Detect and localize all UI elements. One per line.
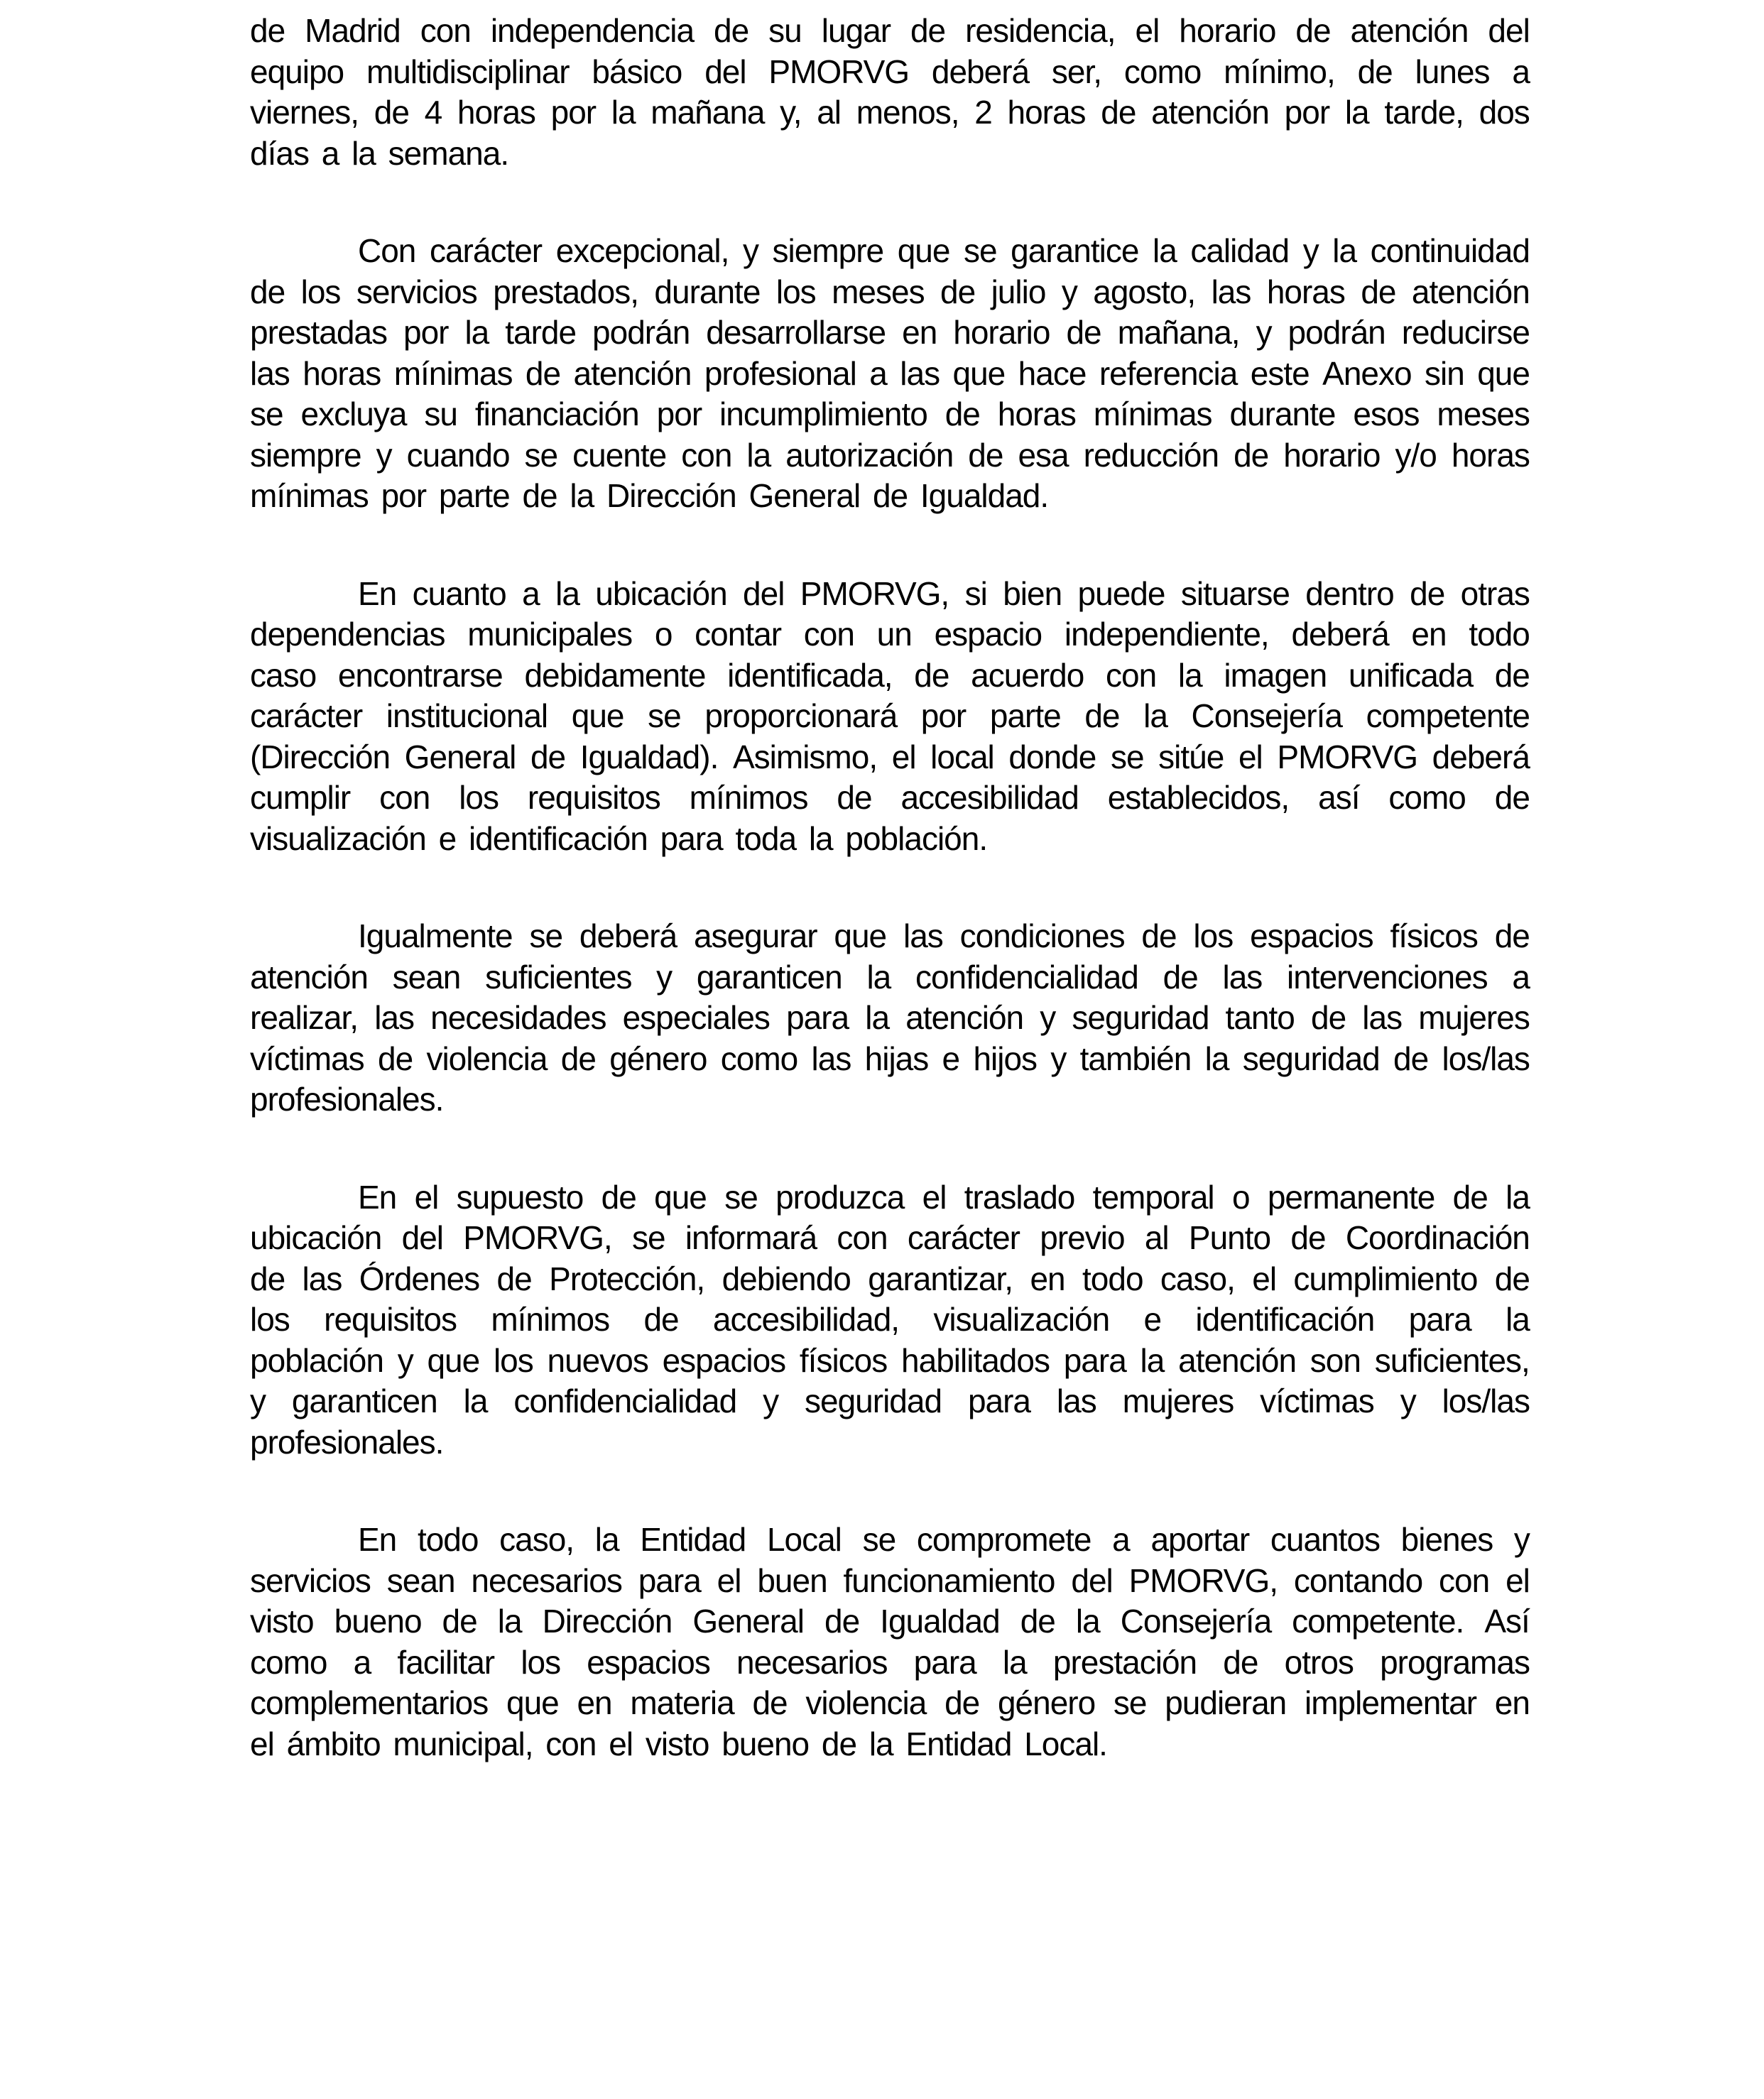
- text-line: profesionales.: [250, 1081, 444, 1118]
- text-line: las horas mínimas de atención profesional a las que hace referencia este Anexo sin que: [250, 354, 1530, 392]
- paragraph-4: [250, 916, 1530, 1121]
- text-line: viernes, de 4 horas por la mañana y, al menos, 2 horas de atención por la tarde, dos: [250, 94, 1530, 131]
- text-line: (Dirección General de Igualdad). Asimismo, el local donde se sitúe el PMORVG deberá: [250, 738, 1530, 775]
- text-line: visualización e identificación para toda la población.: [250, 819, 988, 857]
- text-line: se excluya su financiación por incumplimiento de horas mínimas durante esos meses: [250, 396, 1530, 432]
- text-line: realizar, las necesidades especiales para la atención y seguridad tanto de las mujeres: [250, 999, 1530, 1036]
- paragraph-5: [250, 1177, 1530, 1463]
- text-line: días a la semana.: [250, 134, 509, 172]
- text-line: los requisitos mínimos de accesibilidad, visualización e identificación para la: [250, 1301, 1530, 1338]
- text-line: el ámbito municipal, con el visto bueno de la Entidad Local.: [250, 1725, 1107, 1762]
- text-line: prestadas por la tarde podrán desarrollarse en horario de mañana, y podrán reducirse: [250, 314, 1530, 351]
- text-line: dependencias municipales o contar con un espacio independiente, deberá en todo: [250, 616, 1530, 653]
- text-line: de los servicios prestados, durante los meses de julio y agosto, las horas de atención: [250, 273, 1530, 310]
- text-line: población y que los nuevos espacios físicos habilitados para la atención son suficientes,: [250, 1341, 1530, 1379]
- text-line: visto bueno de la Dirección General de Igualdad de la Consejería competente. Así: [250, 1603, 1530, 1640]
- text-line: caso encontrarse debidamente identificada, de acuerdo con la imagen unificada de: [250, 656, 1530, 694]
- text-line: En cuanto a la ubicación del PMORVG, si bien puede situarse dentro de otras: [358, 574, 1530, 612]
- text-line: atención sean suficientes y garanticen la confidencialidad de las intervenciones a: [250, 958, 1530, 996]
- text-line: En el supuesto de que se produzca el traslado temporal o permanente de la: [358, 1178, 1530, 1216]
- text-line: víctimas de violencia de género como las hijas e hijos y también la seguridad de los/las: [250, 1040, 1530, 1077]
- text-line: y garanticen la confidencialidad y seguridad para las mujeres víctimas y los/las: [250, 1383, 1530, 1419]
- text-line: equipo multidisciplinar básico del PMORVG deberá ser, como mínimo, de lunes a: [250, 53, 1530, 90]
- text-line: de las Órdenes de Protección, debiendo garantizar, en todo caso, el cumplimiento de: [250, 1260, 1530, 1297]
- text-line: Igualmente se deberá asegurar que las condiciones de los espacios físicos de: [358, 917, 1530, 954]
- text-line: servicios sean necesarios para el buen funcionamiento del PMORVG, contando con el: [250, 1561, 1530, 1599]
- text-line: profesionales.: [250, 1423, 444, 1461]
- text-line: En todo caso, la Entidad Local se compromete a aportar cuantos bienes y: [358, 1521, 1530, 1558]
- text-line: mínimas por parte de la Dirección General de Igualdad.: [250, 477, 1049, 514]
- paragraph-6: [250, 1520, 1530, 1765]
- paragraph-3: [250, 574, 1530, 860]
- text-line: de Madrid con independencia de su lugar de residencia, el horario de atención del: [250, 12, 1530, 49]
- text-line: siempre y cuando se cuente con la autorización de esa reducción de horario y/o horas: [250, 436, 1530, 474]
- paragraph-1: [250, 11, 1530, 174]
- paragraph-2: [250, 231, 1530, 517]
- text-line: como a facilitar los espacios necesarios para la prestación de otros programas: [250, 1643, 1530, 1681]
- text-line: Con carácter excepcional, y siempre que se garantice la calidad y la continuidad: [358, 232, 1530, 269]
- text-line: cumplir con los requisitos mínimos de accesibilidad establecidos, así como de: [250, 779, 1530, 816]
- text-line: complementarios que en materia de violencia de género se pudieran implementar en: [250, 1684, 1530, 1721]
- text-line: ubicación del PMORVG, se informará con carácter previo al Punto de Coordinación: [250, 1219, 1530, 1256]
- text-line: carácter institucional que se proporcionará por parte de la Consejería competente: [250, 697, 1530, 734]
